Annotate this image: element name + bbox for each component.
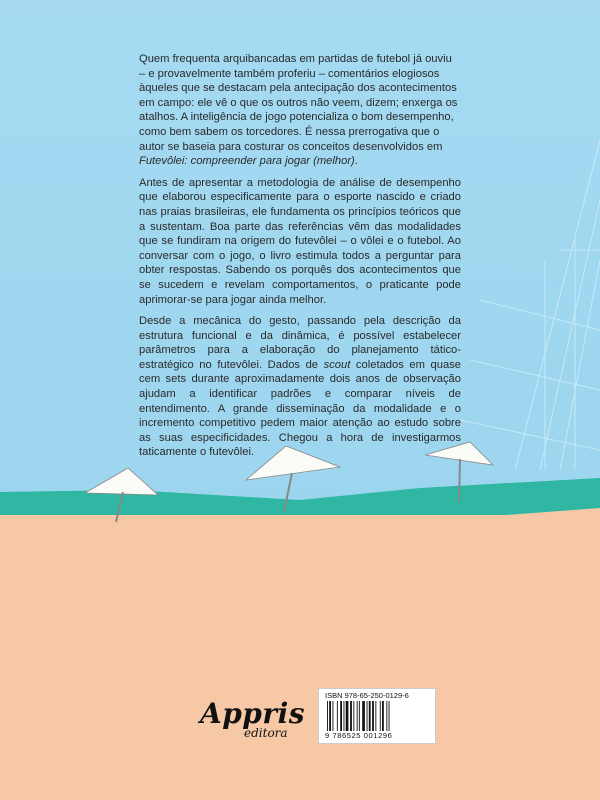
back-cover-text [139,52,461,467]
paragraph-1-end: . [354,155,358,168]
isbn-label: ISBN 978-65-250-0129-6 [325,691,409,700]
umbrella-left [85,468,158,522]
paragraph-3-text: Desde a mecânica do gesto, passando pela descrição da estrutura funcional e da dinâmica, é possível estabelecer parâmetros para a elaboração do planejamento tático-estratégico no futevôlei. Dados de [139,315,461,371]
paragraph-2: Antes de apresentar a metodologia de análise de desempenho que elaborou especificamente para o esporte nascido e criado nas praias brasileiras, ele fundamenta os princípios teóricos que a sustentam. Boa parte das referências vêm das modalidades que se fundiram na origem do futevôlei – o vôlei e o futebol. Ao conversar com o jogo, o livro estimula todos a perguntar para obter respostas. Sabendo os porquês dos acontecimentos que se sucedem e revelam comportamentos, o praticante pode aprimorar-se para jogar ainda melhor. [139,176,461,306]
publisher-name: Appris [200,697,306,730]
scout-italic: scout [323,358,351,371]
barcode-bars [325,701,429,731]
book-title-italic: Futevôlei: compreender para jogar (melhor) [139,155,355,168]
publisher-logo [200,697,306,741]
paragraph-1 [139,52,461,169]
paragraph-3 [139,314,461,460]
paragraph-3-end: coletados em quase cem sets durante aproximadamente dois anos de observação ajudam a identificar padrões e comparar níveis de entendimento. A grande disseminação da modalidade e o incremento competitivo pedem maior atenção ao estudo sobre as suas especificidades. Chegou a hora de investigarmos taticamente o futevôlei. [139,358,461,459]
paragraph-1-text: Quem frequenta arquibancadas em partidas de futebol já ouviu – e provavelmente também proferiu – comentários elogiosos àqueles que se destacam pela antecipação dos acontecimentos em campo: ele vê o que os outros não veem, dizem; enxerga os atalhos. A inteligência de jogo potencializa o bom desempenho, como bem sabem os torcedores. É nessa prerrogativa que o autor se baseia para costurar os conceitos desenvolvidos em [139,53,458,153]
publisher-sub: editora [244,726,288,740]
barcode-box [318,688,436,744]
barcode-digits: 9 786525 001296 [325,731,393,740]
sand-background [0,515,600,800]
